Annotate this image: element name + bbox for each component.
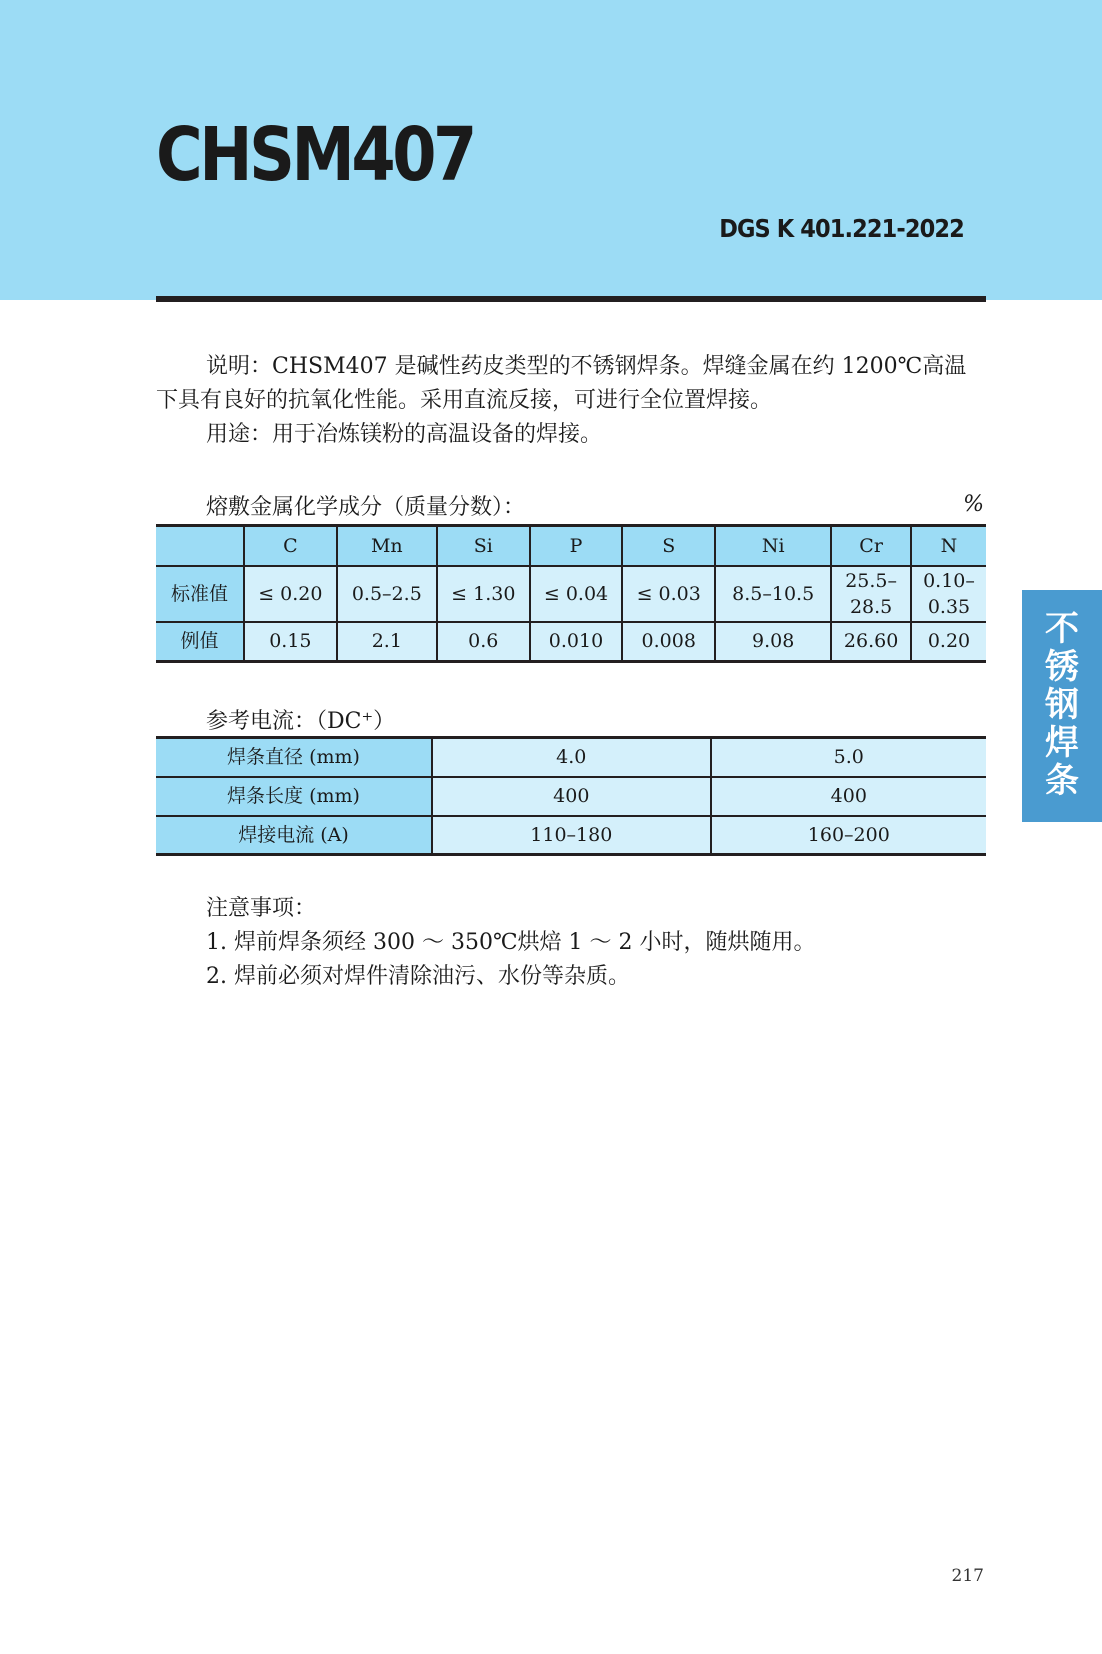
table-row	[156, 777, 986, 816]
table-cell: 2.1	[337, 622, 437, 662]
table-header-cell: S	[622, 526, 715, 566]
table-cell: 0.5–2.5	[337, 566, 437, 622]
notes-title: 注意事项：	[206, 896, 317, 921]
chemistry-heading: 熔敷金属化学成分（质量分数）：	[206, 495, 526, 520]
row-label-standard: 标准值	[156, 566, 244, 622]
table-cell: ≤ 1.30	[437, 566, 530, 622]
table-header-cell: Si	[437, 526, 530, 566]
list-item: 2. 焊前必须对焊件清除油污、水份等杂质。	[206, 964, 630, 989]
current-table	[156, 736, 986, 856]
table-cell: 0.010	[530, 622, 623, 662]
table-header-cell: Mn	[337, 526, 437, 566]
standard-code: DGS K 401.221-2022	[719, 214, 964, 243]
description-text: CHSM407 是碱性药皮类型的不锈钢焊条。焊缝金属在约 1200℃高温下具有良好的抗氧化性能。采用直流反接，可进行全位置焊接。	[156, 354, 967, 413]
table-cell: 8.5–10.5	[715, 566, 831, 622]
side-tab	[1022, 590, 1102, 822]
table-cell: 400	[432, 777, 711, 816]
table-header-cell: P	[530, 526, 623, 566]
table-cell: ≤ 0.04	[530, 566, 623, 622]
table-cell: ≤ 0.03	[622, 566, 715, 622]
table-corner-cell	[156, 526, 244, 566]
table-cell: 0.6	[437, 622, 530, 662]
usage-text: 用于冶炼镁粉的高温设备的焊接。	[272, 422, 603, 447]
table-cell: 5.0	[711, 738, 986, 777]
page-number: 217	[951, 1566, 984, 1586]
description-paragraph	[156, 350, 986, 418]
table-header-cell: Ni	[715, 526, 831, 566]
table-cell: ≤ 0.20	[244, 566, 337, 622]
table-header-cell: C	[244, 526, 337, 566]
table-cell: 4.0	[432, 738, 711, 777]
table-cell: 160–200	[711, 816, 986, 855]
header-divider	[156, 296, 986, 302]
chemistry-header-row	[156, 526, 986, 566]
table-cell: 0.008	[622, 622, 715, 662]
side-tab-char: 锈	[1045, 647, 1079, 687]
list-item: 1. 焊前焊条须经 300 ～ 350℃烘焙 1 ～ 2 小时，随烘随用。	[206, 930, 816, 955]
product-title: CHSM407	[156, 112, 474, 198]
row-label: 焊接电流 (A)	[156, 816, 432, 855]
table-cell: 0.15	[244, 622, 337, 662]
notes-section	[206, 892, 816, 994]
current-heading	[206, 704, 395, 735]
side-tab-char: 焊	[1045, 723, 1079, 763]
table-cell: 110–180	[432, 816, 711, 855]
row-label: 焊条长度 (mm)	[156, 777, 432, 816]
current-heading-text: 参考电流：	[206, 709, 317, 734]
usage-paragraph	[156, 418, 986, 452]
row-label-example: 例值	[156, 622, 244, 662]
description-lead: 说明：	[206, 354, 273, 379]
table-cell: 0.20	[911, 622, 986, 662]
usage-lead: 用途：	[206, 422, 273, 447]
table-row	[156, 816, 986, 855]
table-header-cell: N	[911, 526, 986, 566]
side-tab-char: 不	[1045, 609, 1079, 649]
table-row	[156, 622, 986, 662]
current-polarity: （DC⁺）	[316, 709, 396, 734]
table-cell: 26.60	[831, 622, 911, 662]
table-row	[156, 566, 986, 622]
table-header-cell: Cr	[831, 526, 911, 566]
row-label: 焊条直径 (mm)	[156, 738, 432, 777]
table-cell: 0.10– 0.35	[911, 566, 986, 622]
chemistry-table	[156, 524, 986, 663]
side-tab-char: 钢	[1045, 685, 1079, 725]
table-cell: 9.08	[715, 622, 831, 662]
table-cell: 25.5– 28.5	[831, 566, 911, 622]
table-row	[156, 738, 986, 777]
chemistry-unit: %	[963, 492, 984, 517]
table-cell: 400	[711, 777, 986, 816]
side-tab-char: 条	[1045, 761, 1079, 801]
